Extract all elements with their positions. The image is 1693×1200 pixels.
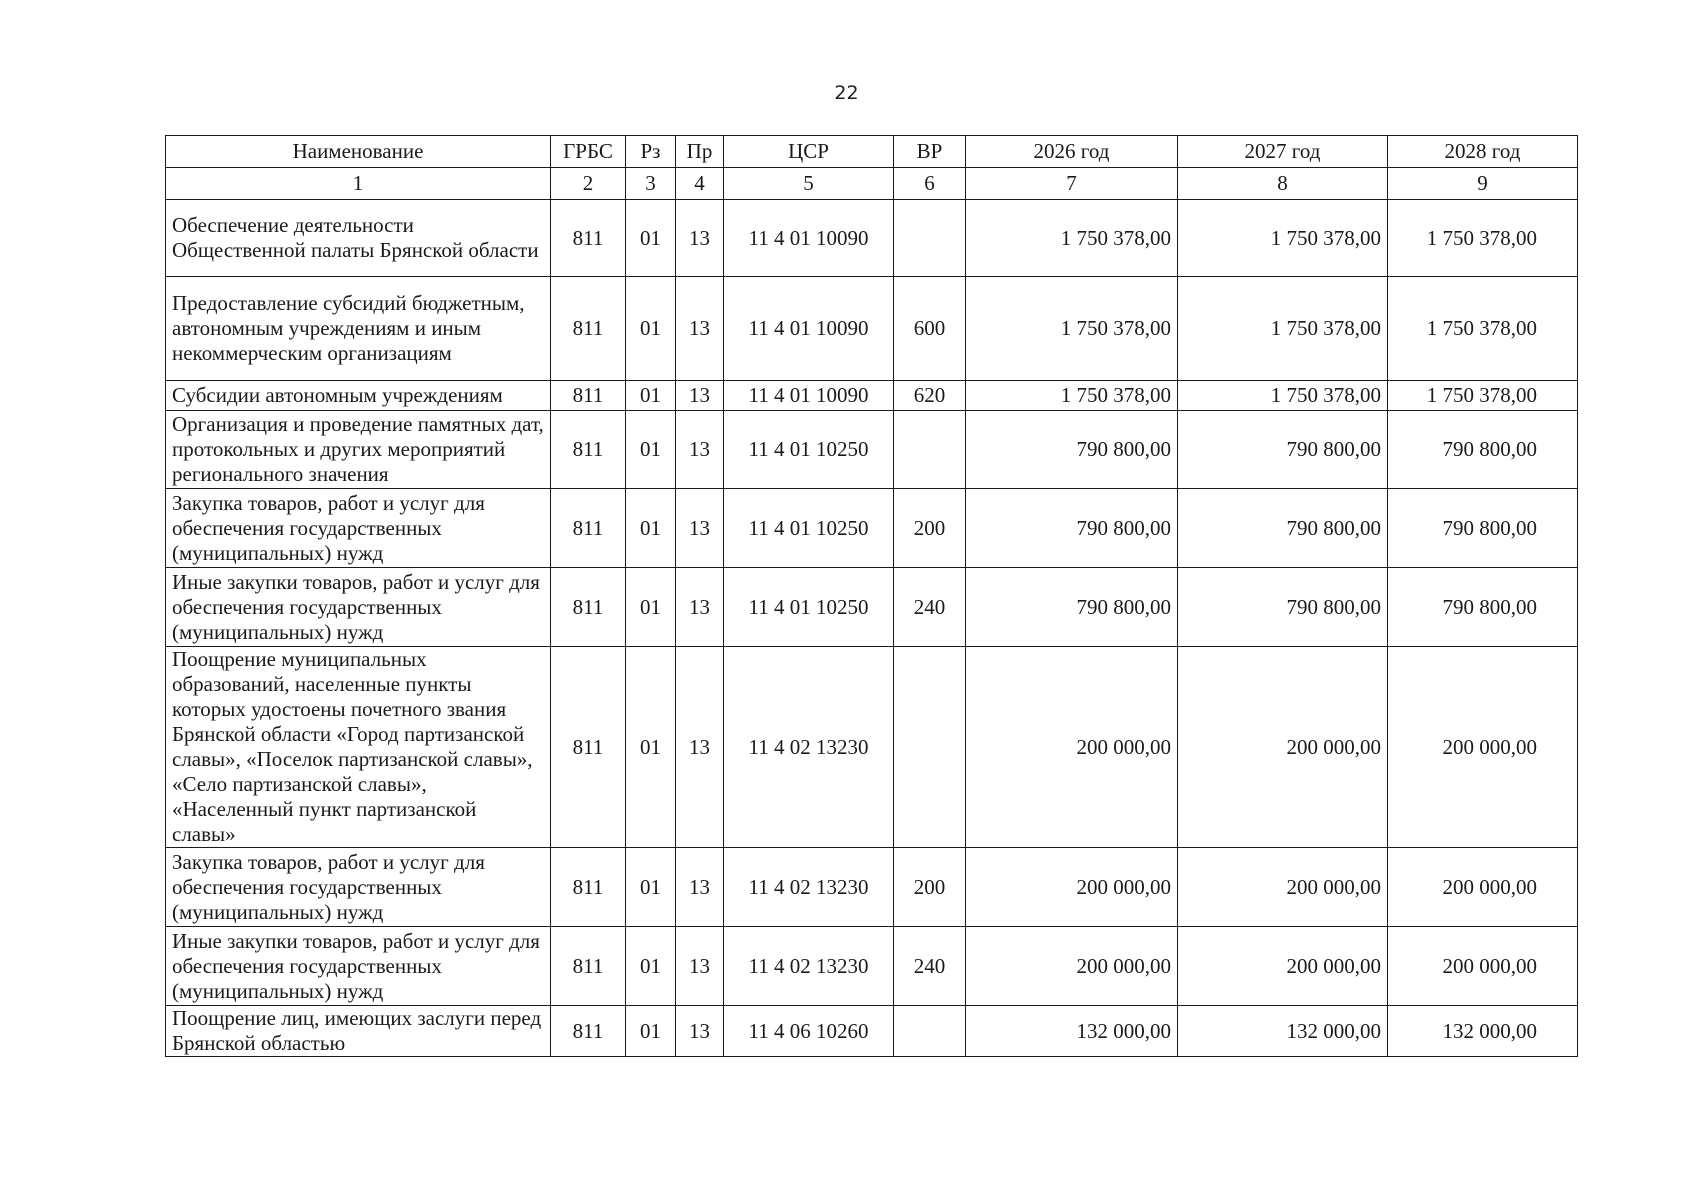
row-amount-2026: 200 000,00 [966,647,1178,848]
table-row [166,647,1578,848]
row-amount-2028: 1 750 378,00 [1388,381,1578,411]
row-amount-2027: 790 800,00 [1178,411,1388,489]
row-amount-2026: 1 750 378,00 [966,277,1178,381]
table-row [166,381,1578,411]
row-amount-2026: 1 750 378,00 [966,200,1178,277]
row-name-cell: Организация и проведение памятных дат, протокольных и других мероприятий регионального значения [166,411,551,489]
row-rz-cell: 01 [626,568,676,647]
table-row [166,277,1578,381]
row-csr-cell: 11 4 02 13230 [724,848,894,927]
row-vr-cell [894,411,966,489]
row-amount-2028: 200 000,00 [1388,848,1578,927]
header-cell-csr: ЦСР [724,136,894,168]
column-number: 3 [626,168,676,200]
row-amount-2028: 1 750 378,00 [1388,277,1578,381]
row-amount-2027: 790 800,00 [1178,489,1388,568]
row-name-cell: Поощрение лиц, имеющих заслуги перед Брянской областью [166,1006,551,1057]
header-cell-rz: Рз [626,136,676,168]
row-amount-2028: 790 800,00 [1388,411,1578,489]
row-pr-cell: 13 [676,647,724,848]
row-grbs-cell: 811 [551,277,626,381]
row-name-cell: Иные закупки товаров, работ и услуг для обеспечения государственных (муниципальных) нужд [166,927,551,1006]
header-cell-vr: ВР [894,136,966,168]
header-row [166,136,1578,168]
header-cell-name: Наименование [166,136,551,168]
row-vr-cell: 620 [894,381,966,411]
row-rz-cell: 01 [626,848,676,927]
row-amount-2027: 132 000,00 [1178,1006,1388,1057]
row-rz-cell: 01 [626,381,676,411]
row-amount-2027: 200 000,00 [1178,647,1388,848]
column-number: 6 [894,168,966,200]
row-pr-cell: 13 [676,277,724,381]
row-name-cell: Закупка товаров, работ и услуг для обеспечения государственных (муниципальных) нужд [166,489,551,568]
row-amount-2026: 200 000,00 [966,927,1178,1006]
row-rz-cell: 01 [626,927,676,1006]
row-grbs-cell: 811 [551,200,626,277]
row-pr-cell: 13 [676,489,724,568]
row-amount-2026: 132 000,00 [966,1006,1178,1057]
row-amount-2026: 790 800,00 [966,489,1178,568]
row-vr-cell [894,647,966,848]
row-pr-cell: 13 [676,1006,724,1057]
row-grbs-cell: 811 [551,381,626,411]
column-number: 4 [676,168,724,200]
table-row [166,411,1578,489]
row-grbs-cell: 811 [551,489,626,568]
row-vr-cell: 240 [894,568,966,647]
column-number: 1 [166,168,551,200]
row-vr-cell: 240 [894,927,966,1006]
row-name-cell: Субсидии автономным учреждениям [166,381,551,411]
row-vr-cell: 200 [894,489,966,568]
row-amount-2027: 1 750 378,00 [1178,381,1388,411]
row-rz-cell: 01 [626,489,676,568]
row-amount-2027: 1 750 378,00 [1178,200,1388,277]
column-number: 9 [1388,168,1578,200]
table-header [166,136,1578,168]
row-pr-cell: 13 [676,200,724,277]
row-vr-cell [894,1006,966,1057]
row-amount-2028: 790 800,00 [1388,489,1578,568]
header-cell-2027: 2027 год [1178,136,1388,168]
row-pr-cell: 13 [676,411,724,489]
row-csr-cell: 11 4 02 13230 [724,647,894,848]
row-rz-cell: 01 [626,200,676,277]
row-name-cell: Поощрение муниципальных образований, населенные пункты которых удостоены почетного звания Брянской области «Город партизанской славы», «Поселок партизанской славы», «Село партизанской славы», «Населенный пункт партизанской славы» [166,647,551,848]
column-number: 8 [1178,168,1388,200]
row-csr-cell: 11 4 06 10260 [724,1006,894,1057]
row-amount-2028: 1 750 378,00 [1388,200,1578,277]
row-amount-2028: 790 800,00 [1388,568,1578,647]
row-rz-cell: 01 [626,411,676,489]
row-amount-2027: 200 000,00 [1178,927,1388,1006]
row-name-cell: Предоставление субсидий бюджетным, автономным учреждениям и иным некоммерческим организациям [166,277,551,381]
table-row [166,568,1578,647]
row-amount-2027: 790 800,00 [1178,568,1388,647]
row-csr-cell: 11 4 01 10090 [724,277,894,381]
row-amount-2026: 200 000,00 [966,848,1178,927]
table-row [166,848,1578,927]
row-csr-cell: 11 4 01 10090 [724,200,894,277]
row-amount-2026: 1 750 378,00 [966,381,1178,411]
header-cell-grbs: ГРБС [551,136,626,168]
row-pr-cell: 13 [676,927,724,1006]
row-grbs-cell: 811 [551,647,626,848]
row-pr-cell: 13 [676,568,724,647]
row-name-cell: Обеспечение деятельности Общественной палаты Брянской области [166,200,551,277]
column-number: 2 [551,168,626,200]
column-number: 7 [966,168,1178,200]
page-number: 22 [834,82,859,104]
column-number: 5 [724,168,894,200]
row-vr-cell: 600 [894,277,966,381]
row-amount-2028: 200 000,00 [1388,927,1578,1006]
row-rz-cell: 01 [626,277,676,381]
header-cell-2028: 2028 год [1388,136,1578,168]
row-grbs-cell: 811 [551,848,626,927]
table-row [166,1006,1578,1057]
row-vr-cell [894,200,966,277]
row-name-cell: Иные закупки товаров, работ и услуг для обеспечения государственных (муниципальных) нужд [166,568,551,647]
row-grbs-cell: 811 [551,568,626,647]
row-csr-cell: 11 4 01 10250 [724,411,894,489]
row-pr-cell: 13 [676,381,724,411]
row-amount-2028: 200 000,00 [1388,647,1578,848]
row-csr-cell: 11 4 01 10250 [724,489,894,568]
row-grbs-cell: 811 [551,411,626,489]
budget-table [165,135,1578,1057]
row-rz-cell: 01 [626,647,676,848]
row-grbs-cell: 811 [551,1006,626,1057]
row-amount-2026: 790 800,00 [966,411,1178,489]
table-body [166,168,1578,1057]
row-csr-cell: 11 4 01 10090 [724,381,894,411]
row-amount-2027: 1 750 378,00 [1178,277,1388,381]
row-amount-2027: 200 000,00 [1178,848,1388,927]
row-name-cell: Закупка товаров, работ и услуг для обеспечения государственных (муниципальных) нужд [166,848,551,927]
row-csr-cell: 11 4 01 10250 [724,568,894,647]
row-vr-cell: 200 [894,848,966,927]
row-amount-2028: 132 000,00 [1388,1006,1578,1057]
row-grbs-cell: 811 [551,927,626,1006]
column-number-row [166,168,1578,200]
row-rz-cell: 01 [626,1006,676,1057]
header-cell-pr: Пр [676,136,724,168]
row-amount-2026: 790 800,00 [966,568,1178,647]
table-row [166,927,1578,1006]
table-row [166,489,1578,568]
row-pr-cell: 13 [676,848,724,927]
header-cell-2026: 2026 год [966,136,1178,168]
table-row [166,200,1578,277]
row-csr-cell: 11 4 02 13230 [724,927,894,1006]
